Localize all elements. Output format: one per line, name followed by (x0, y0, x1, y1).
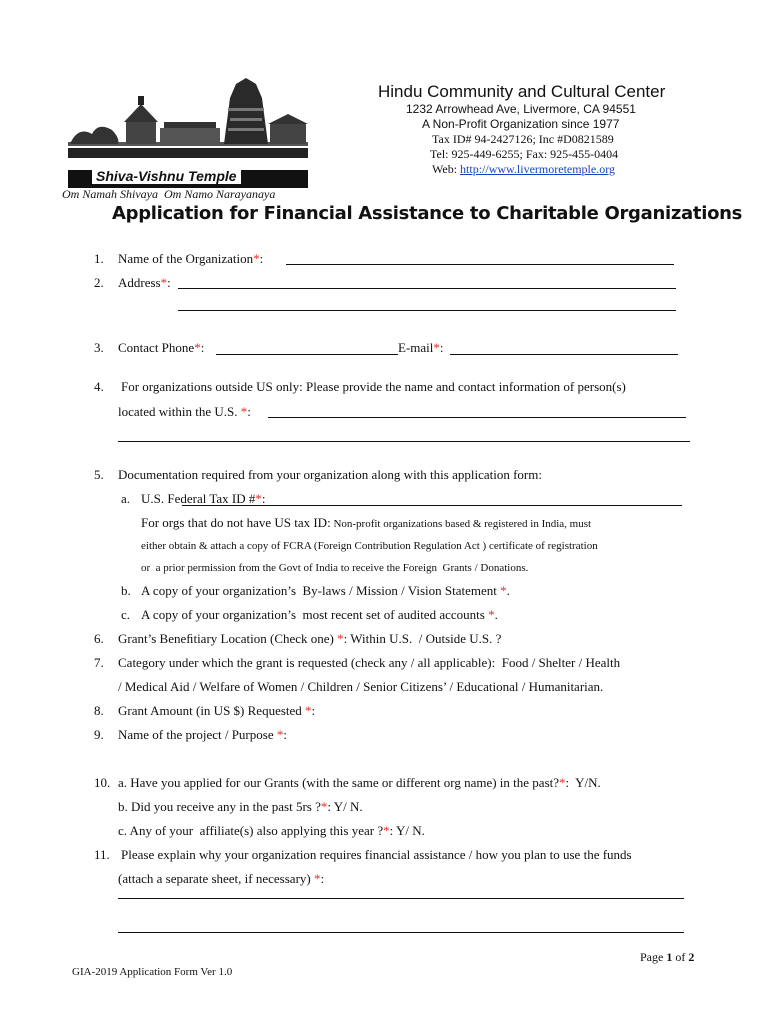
q5b-text: A copy of your organization’s By-laws / Mission / Vision Statement (141, 583, 501, 598)
q11-colon: : (320, 871, 325, 886)
q2-text: Address (118, 275, 161, 290)
org-tel: Tel: 925-449-6255; Fax: 925-455-0404 (430, 147, 619, 161)
q6-number: 6. (94, 631, 104, 646)
q5c-period: . (494, 607, 498, 622)
us-contact-field-2[interactable] (118, 441, 690, 442)
page-total: 2 (688, 950, 695, 964)
mantra: Om Namah Shivaya Om Namo Narayanaya (62, 187, 276, 201)
web-link[interactable]: http://www.livermoretemple.org (460, 162, 615, 176)
q3-number: 3. (94, 340, 104, 355)
q5-number: 5. (94, 467, 104, 482)
q5c-letter: c. (121, 607, 131, 622)
page-number (640, 950, 694, 965)
q5a-note2: either obtain & attach a copy of FCRA (Foreign Contribution Regulation Act ) certificate of registration (141, 540, 598, 552)
web-label: Web: (432, 162, 461, 176)
required-mark: * (500, 583, 507, 598)
q11-text: (attach a separate sheet, if necessary) (118, 871, 314, 886)
q4-number: 4. (94, 379, 104, 394)
q8-number: 8. (94, 703, 104, 718)
us-contact-field-1[interactable] (268, 417, 686, 418)
required-mark: * (559, 775, 566, 790)
q5b-letter: b. (121, 583, 131, 598)
email-label (398, 340, 444, 356)
q10a-text: a. Have you applied for our Grants (with the same or different org name) in the past? (118, 775, 560, 790)
q9-number: 9. (94, 727, 104, 742)
address-field-1[interactable] (178, 288, 676, 289)
q5b-period: . (506, 583, 510, 598)
org-tax: Tax ID# 94-2427126; Inc #D0821589 (432, 132, 614, 146)
q7-line1[interactable]: Category under which the grant is requested (check any / all applicable): Food / Shelter / Health (118, 655, 621, 670)
required-mark: * (488, 607, 495, 622)
q11-number: 11. (94, 847, 110, 862)
q10a (118, 775, 601, 791)
required-mark: * (160, 275, 168, 290)
q5c-label (141, 607, 498, 623)
q4-line1: For organizations outside US only: Please provide the name and contact information of person(s) (121, 379, 626, 394)
org-name-field[interactable] (286, 264, 674, 265)
email-text: E-mail (398, 340, 434, 355)
q10b-options[interactable]: : Y/ N. (327, 799, 363, 814)
required-mark: * (305, 703, 312, 718)
q5b-label (141, 583, 510, 599)
q1-number: 1. (94, 251, 104, 266)
required-mark: * (240, 404, 248, 419)
q3-colon: : (200, 340, 205, 355)
explanation-field-2[interactable] (118, 932, 684, 933)
q10a-options[interactable]: : Y/N. (565, 775, 601, 790)
tax-id-field[interactable] (182, 505, 682, 506)
page-of: of (672, 950, 689, 964)
email-colon: : (439, 340, 444, 355)
q2-colon: : (167, 275, 171, 290)
temple-logo (68, 78, 308, 170)
q8-label (118, 703, 315, 719)
q8-colon: : (311, 703, 316, 718)
q5a-note1-bold: For orgs that do not have US tax ID: (141, 515, 331, 530)
required-mark: * (194, 340, 201, 355)
address-field-2[interactable] (178, 310, 676, 311)
q7-line2[interactable]: / Medical Aid / Welfare of Women / Children / Senior Citizens’ / Educational / Humanitarian. (118, 679, 604, 694)
required-mark: * (255, 491, 262, 506)
required-mark: * (253, 251, 260, 266)
q5a-note1 (141, 515, 591, 531)
q1-text: Name of the Organization (118, 251, 254, 266)
email-field[interactable] (450, 354, 678, 355)
q10-number: 10. (94, 775, 111, 790)
q1-label (118, 251, 263, 267)
form-title: Application for Financial Assistance to Charitable Organizations (112, 203, 743, 224)
q5a-note3: or a prior permission from the Govt of India to receive the Foreign Grants / Donations. (141, 562, 529, 574)
q9-label (118, 727, 287, 743)
q5c-text: A copy of your organization’s most recent set of audited accounts (141, 607, 489, 622)
q5a-note1-rest: Non-profit organizations based & registered in India, must (330, 518, 592, 530)
q3-label (118, 340, 204, 356)
form-version: GIA-2019 Application Form Ver 1.0 (72, 966, 233, 978)
required-mark: * (320, 799, 328, 814)
org-nonprofit: A Non-Profit Organization since 1977 (422, 117, 620, 131)
q11-line1: Please explain why your organization requires financial assistance / how you plan to use the funds (121, 847, 632, 862)
explanation-field-1[interactable] (118, 898, 684, 899)
org-address: 1232 Arrowhead Ave, Livermore, CA 94551 (406, 102, 636, 116)
q10c-text: c. Any of your affiliate(s) also applying this year ? (118, 823, 384, 838)
org-web (432, 162, 615, 177)
q10c-options[interactable]: : Y/ N. (389, 823, 425, 838)
q5-label: Documentation required from your organization along with this application form: (118, 467, 542, 482)
q9-text: Name of the project / Purpose (118, 727, 277, 742)
q5a-text: U.S. Federal Tax ID # (141, 491, 256, 506)
page-current: 1 (666, 950, 673, 964)
q4-colon: : (247, 404, 251, 419)
q6-text: Grant’s Beneﬁtiary Location (Check one) (118, 631, 338, 646)
q9-colon: : (283, 727, 287, 742)
required-mark: * (337, 631, 344, 646)
q11-line2 (118, 871, 324, 887)
temple-drawing (68, 78, 308, 170)
required-mark: * (433, 340, 440, 355)
q2-number: 2. (94, 275, 104, 290)
q1-colon: : (259, 251, 264, 266)
q6-label (118, 631, 501, 647)
q10c (118, 823, 425, 839)
q3-text: Contact Phone (118, 340, 195, 355)
q2-label (118, 275, 171, 291)
q4-line2 (118, 404, 251, 420)
required-mark: * (313, 871, 321, 886)
q7-number: 7. (94, 655, 104, 670)
page-prefix: Page (640, 950, 667, 964)
q5a-colon: : (261, 491, 266, 506)
org-name: Hindu Community and Cultural Center (378, 82, 666, 101)
required-mark: * (383, 823, 390, 838)
contact-phone-field[interactable] (216, 354, 398, 355)
q5a-letter: a. (121, 491, 131, 506)
temple-name: Shiva-Vishnu Temple (92, 168, 241, 184)
q10b (118, 799, 363, 815)
q4-text: located within the U.S. (118, 404, 238, 419)
q8-text: Grant Amount (in US $) Requested (118, 703, 306, 718)
required-mark: * (276, 727, 284, 742)
q6-options[interactable]: : Within U.S. / Outside U.S. ? (343, 631, 502, 646)
q10b-text: b. Did you receive any in the past 5rs ? (118, 799, 321, 814)
